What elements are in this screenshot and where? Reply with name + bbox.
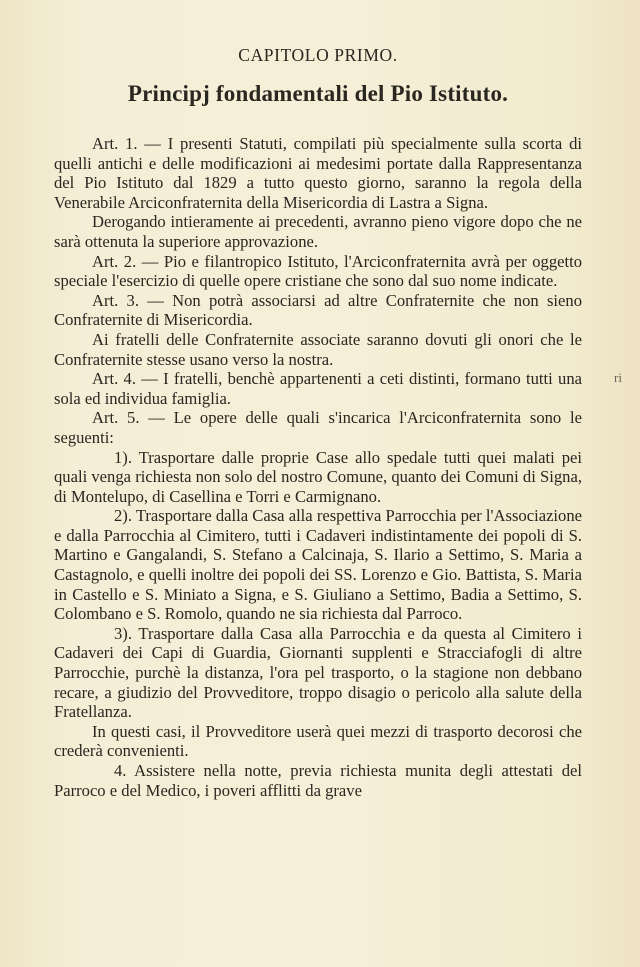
paragraph-art-3-honors: Ai fratelli delle Confraternite associate saranno dovuti gli onori che le Confraternite stesse usano verso la nostra. xyxy=(54,329,582,369)
paragraph-art-1: Art. 1. — I presenti Statuti, compilati più specialmente sulla scorta di quelli antichi e delle modificazioni ai medesimi portate dalla Rappresentanza del Pio Istituto dal 1829 a tutto questo giorno, saranno la regola della Venerabile Arciconfraternita della Misericordia di Lastra a Signa. xyxy=(54,134,582,212)
list-item-3: 3). Trasportare dalla Casa alla Parrocchia e da questa al Cimitero i Cadaveri dei Capi di Guardia, Giornanti supplenti e Stracciafogli di altre Parrocchie, purchè la distanza, l'ora pel trasporto, o la stagione non debbano recare, a giudizio del Provveditore, troppo disagio o pericolo alla salute della Fratellanza. xyxy=(54,623,582,722)
list-item-4: 4. Assistere nella notte, previa richiesta munita degli attestati del Parroco e del Medico, i poveri afflitti da grave xyxy=(54,761,582,800)
list-item-1: 1). Trasportare dalle proprie Case allo spedale tutti quei malati pei quali venga richiesta non solo del nostro Comune, quanto dei Comuni di Signa, di Montelupo, di Casellina e Torri e Carmignano. xyxy=(54,447,582,506)
paragraph-art-3: Art. 3. — Non potrà associarsi ad altre Confraternite che non sieno Confraternite di Misericordia. xyxy=(54,290,582,330)
section-title: Principj fondamentali del Pio Istituto. xyxy=(127,81,509,106)
paragraph-art-4: Art. 4. — I fratelli, benchè appartenenti a ceti distinti, formano tutti una sola ed individua famiglia. xyxy=(54,369,582,408)
paragraph-art-5: Art. 5. — Le opere delle quali s'incarica l'Arciconfraternita sono le seguenti: xyxy=(54,408,582,447)
paragraph-art-2: Art. 2. — Pio e filantropico Istituto, l'Arciconfraternita avrà per oggetto speciale l'esercizio di quelle opere cristiane che sono dal suo nome indicate. xyxy=(54,251,582,291)
paragraph-transport-note: In questi casi, il Provveditore userà quei mezzi di trasporto decorosi che crederà convenienti. xyxy=(54,721,582,761)
document-body xyxy=(54,134,582,800)
paragraph-art-1-derogation: Derogando intieramente ai precedenti, avranno pieno vigore dopo che ne sarà ottenuta la superiore approvazione. xyxy=(54,212,582,251)
chapter-heading: CAPITOLO PRIMO. xyxy=(238,45,398,65)
margin-note: ri xyxy=(614,370,622,385)
list-item-2: 2). Trasportare dalla Casa alla respettiva Parrocchia per l'Associazione e dalla Parrocchia al Cimitero, tutti i Cadaveri indistintamente dei popoli di S. Martino e Gangalandi, S. Stefano a Calcinaja, S. Ilario a Settimo, S. Maria a Castagnolo, e quelli inoltre dei popoli dei SS. Lorenzo e Gio. Battista, S. Maria in Castello e S. Miniato a Signa, e S. Giuliano a Settimo, Badia a Settimo, S. Colombano e S. Romolo, quando ne sia richiesta dal Parroco. xyxy=(54,506,582,624)
